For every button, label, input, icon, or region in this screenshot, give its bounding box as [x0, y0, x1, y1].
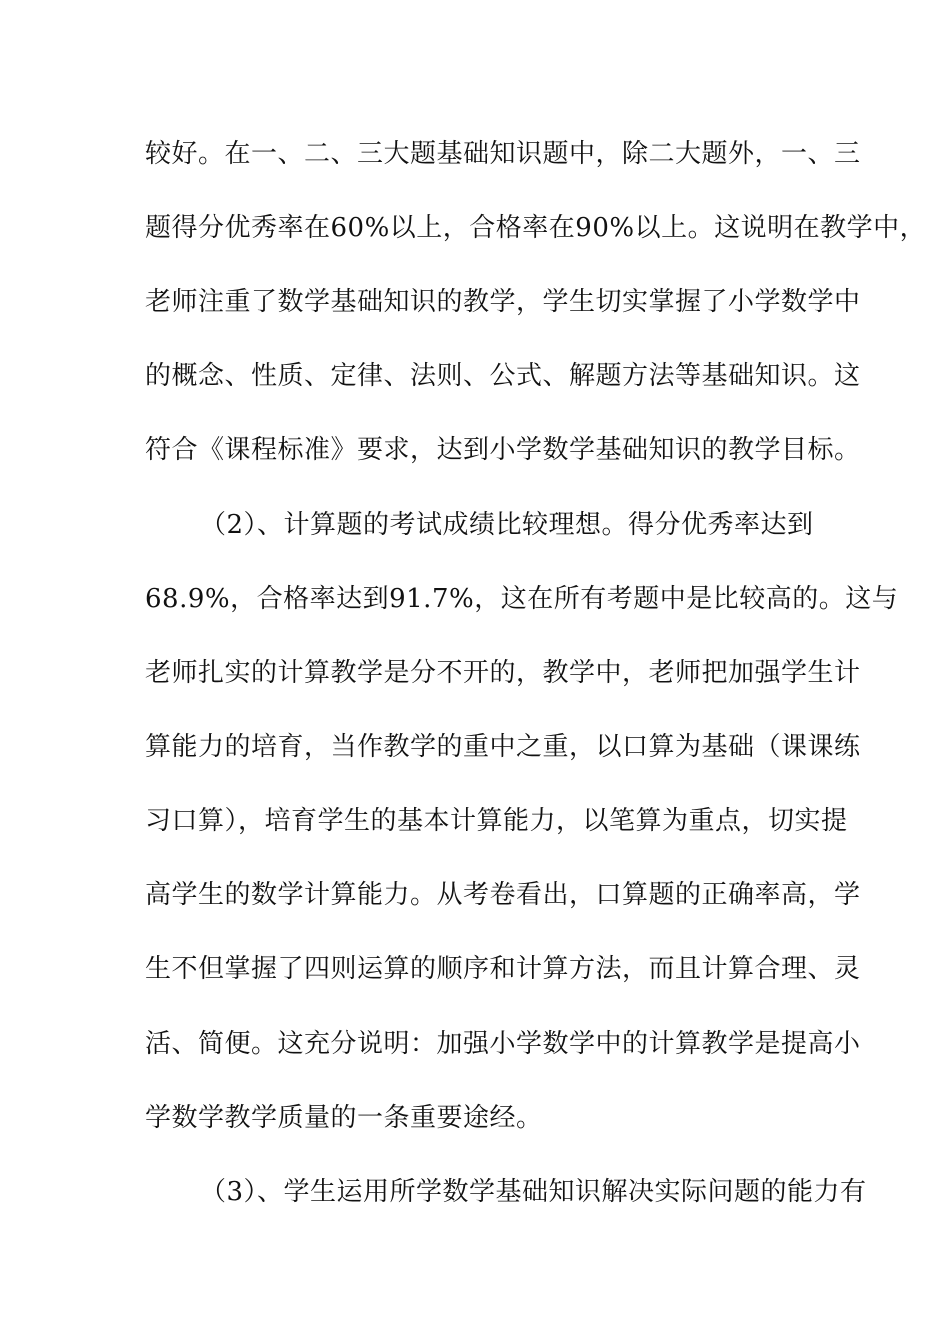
- text-line-2: 题得分优秀率在60%以上，合格率在90%以上。这说明在教学中，: [145, 213, 927, 243]
- text-line-9: 算能力的培育，当作教学的重中之重，以口算为基础（课课练: [145, 732, 861, 762]
- text-line-4: 的概念、性质、定律、法则、公式、解题方法等基础知识。这: [145, 361, 861, 391]
- text-line-12: 生不但掌握了四则运算的顺序和计算方法，而且计算合理、灵: [145, 954, 861, 984]
- text-line-1: 较好。在一、二、三大题基础知识题中，除二大题外，一、三: [145, 139, 861, 169]
- text-line-3: 老师注重了数学基础知识的教学，学生切实掌握了小学数学中: [145, 287, 861, 317]
- text-line-7: 68.9%，合格率达到91.7%，这在所有考题中是比较高的。这与: [145, 584, 899, 614]
- text-line-11: 高学生的数学计算能力。从考卷看出，口算题的正确率高，学: [145, 880, 861, 910]
- text-line-8: 老师扎实的计算教学是分不开的，教学中，老师把加强学生计: [145, 658, 861, 688]
- paragraph-2-start: （2）、计算题的考试成绩比较理想。得分优秀率达到: [200, 510, 814, 540]
- text-line-10: 习口算），培育学生的基本计算能力，以笔算为重点，切实提: [145, 806, 848, 836]
- text-line-13: 活、简便。这充分说明：加强小学数学中的计算教学是提高小: [145, 1029, 861, 1059]
- text-line-14: 学数学教学质量的一条重要途经。: [145, 1103, 543, 1133]
- paragraph-3-start: （3）、学生运用所学数学基础知识解决实际问题的能力有: [200, 1177, 867, 1207]
- text-line-5: 符合《课程标准》要求，达到小学数学基础知识的教学目标。: [145, 435, 861, 465]
